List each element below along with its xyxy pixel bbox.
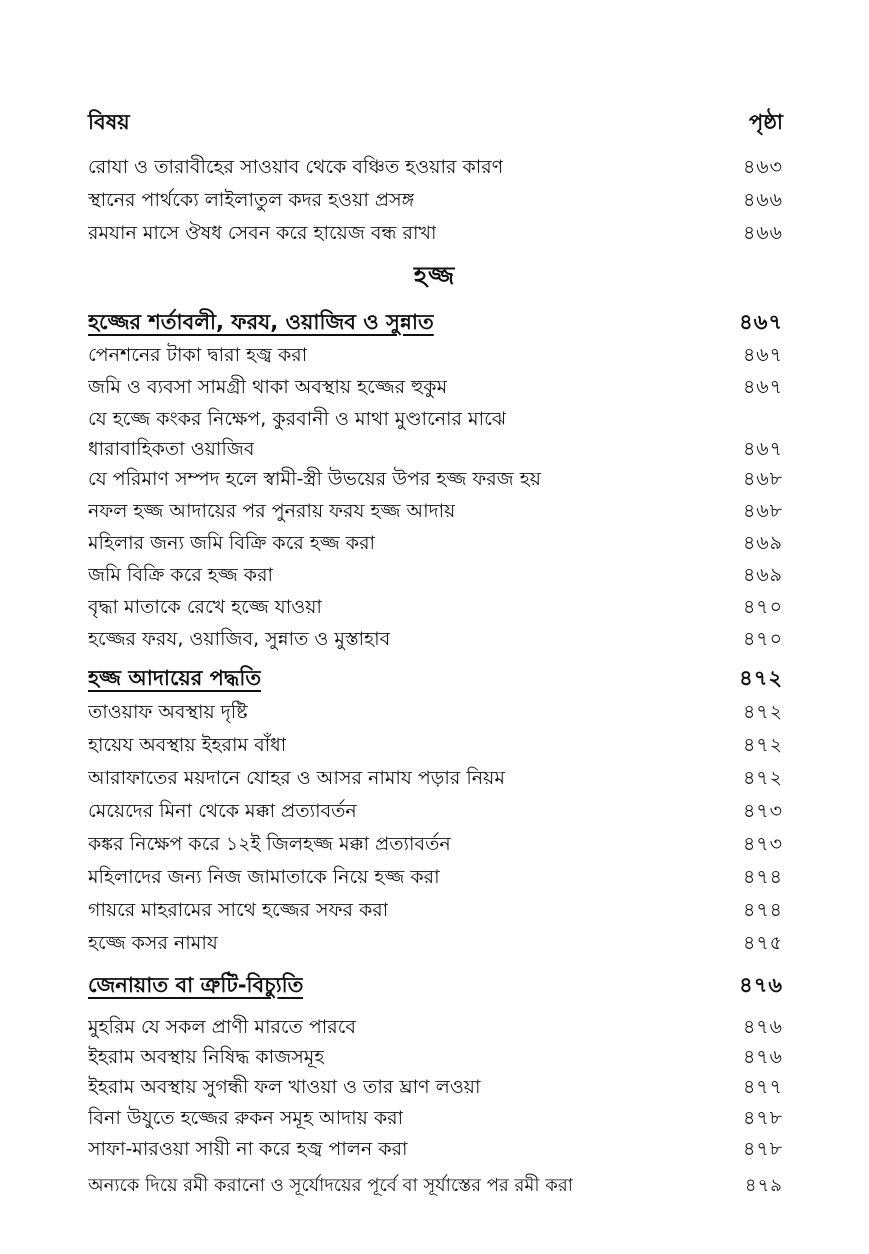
entry-page: ৪৬৭ bbox=[742, 376, 783, 398]
entry-page: ৪৭৯ bbox=[744, 1174, 783, 1196]
toc-entry bbox=[88, 1013, 783, 1045]
entry-title: যে হজ্জে কংকর নিক্ষেপ, কুরবানী ও মাথা মুণ্ডানোর মাঝে bbox=[88, 408, 507, 430]
toc-entry bbox=[88, 465, 783, 497]
toc-header bbox=[88, 106, 783, 141]
entry-page: ৪৬৬ bbox=[742, 189, 783, 211]
entry-title: হজ্জের ফরয, ওয়াজিব, সুন্নাত ও মুস্তাহাব bbox=[88, 628, 391, 650]
entry-title: মহিলার জন্য জমি বিক্রি করে হজ্জ করা bbox=[88, 532, 376, 554]
entry-title: সাফা-মারওয়া সায়ী না করে হজ্ব পালন করা bbox=[88, 1138, 408, 1160]
entry-title: মেয়েদের মিনা থেকে মক্কা প্রত্যাবর্তন bbox=[88, 800, 357, 822]
toc-entry bbox=[88, 561, 783, 593]
toc-entry bbox=[88, 698, 783, 730]
entry-title: মুহরিম যে সকল প্রাণী মারতে পারবে bbox=[88, 1016, 356, 1038]
toc-entry bbox=[88, 1170, 783, 1202]
toc-entry bbox=[88, 153, 783, 185]
toc-entry bbox=[88, 731, 783, 763]
entry-title: বৃদ্ধা মাতাকে রেখে হজ্জে যাওয়া bbox=[88, 596, 322, 618]
toc-entry bbox=[88, 764, 783, 796]
entry-title: পেনশনের টাকা দ্বারা হজ্ব করা bbox=[88, 344, 308, 366]
entry-title: বিনা উযুতে হজ্জের রুকন সমূহ আদায় করা bbox=[88, 1107, 404, 1129]
entry-page: ৪৬৮ bbox=[742, 500, 783, 522]
entry-title: জমি বিক্রি করে হজ্জ করা bbox=[88, 564, 274, 586]
page-column-label: পৃষ্ঠা bbox=[748, 110, 783, 134]
toc-entry bbox=[88, 896, 783, 928]
toc-entry bbox=[88, 797, 783, 829]
entry-page: ৪৭৪ bbox=[742, 899, 783, 921]
entry-title: যে পরিমাণ সম্পদ হলে স্বামী-স্ত্রী উভয়ের উপর হজ্জ ফরজ হয় bbox=[88, 468, 541, 490]
entry-title: হজ্জে কসর নামায bbox=[88, 932, 218, 954]
toc-entry bbox=[88, 593, 783, 625]
entry-page: ৪৬৩ bbox=[742, 156, 783, 178]
toc-entry bbox=[88, 497, 783, 529]
toc-entry bbox=[88, 373, 783, 405]
entry-page: ৪৭৬ bbox=[742, 1046, 783, 1068]
entry-page: ৪৭৩ bbox=[742, 800, 783, 822]
group-heading bbox=[88, 307, 783, 339]
entry-title: রমযান মাসে ঔষধ সেবন করে হায়েজ বন্ধ রাখা bbox=[88, 222, 437, 244]
entry-title: ধারাবাহিকতা ওয়াজিব bbox=[88, 438, 255, 460]
toc-entry bbox=[88, 1043, 783, 1075]
toc-entry bbox=[88, 830, 783, 862]
entry-page: ৪৭২ bbox=[742, 767, 783, 789]
section-title: হজ্জ bbox=[413, 261, 456, 290]
entry-page: ৪৭০ bbox=[742, 628, 783, 650]
entry-page: ৪৭০ bbox=[742, 596, 783, 618]
group-heading-page: ৪৭৬ bbox=[739, 972, 783, 997]
group-heading-title: জেনায়াত বা ত্রুটি-বিচ্যুতি bbox=[88, 972, 304, 997]
entry-title: রোযা ও তারাবীহের সাওয়াব থেকে বঞ্চিত হওয়ার কারণ bbox=[88, 156, 504, 178]
group-heading-title: হজ্জ আদায়ের পদ্ধতি bbox=[88, 665, 262, 690]
toc-entry bbox=[88, 1135, 783, 1167]
toc-entry bbox=[88, 929, 783, 961]
toc-entry bbox=[88, 186, 783, 218]
entry-page: ৪৬৯ bbox=[742, 564, 783, 586]
entry-page: ৪৭৭ bbox=[742, 1076, 783, 1098]
entry-page: ৪৭২ bbox=[742, 734, 783, 756]
entry-page: ৪৬৬ bbox=[742, 222, 783, 244]
entry-page: ৪৭৩ bbox=[742, 833, 783, 855]
group-heading-title: হজ্জের শর্তাবলী, ফরয, ওয়াজিব ও সুন্নাত bbox=[88, 309, 434, 334]
toc-entry bbox=[88, 435, 783, 467]
entry-title: ইহরাম অবস্থায় সুগন্ধী ফল খাওয়া ও তার ঘ্রাণ লওয়া bbox=[88, 1076, 481, 1098]
entry-page: ৪৬৯ bbox=[742, 532, 783, 554]
entry-page: ৪৬৮ bbox=[742, 468, 783, 490]
entry-title: তাওয়াফ অবস্থায় দৃষ্টি bbox=[88, 701, 248, 723]
entry-page: ৪৭৪ bbox=[742, 866, 783, 888]
toc-entry bbox=[88, 1104, 783, 1136]
entry-title: হায়েয অবস্থায় ইহরাম বাঁধা bbox=[88, 734, 287, 756]
entry-page: ৪৭২ bbox=[742, 701, 783, 723]
entry-page: ৪৭৮ bbox=[742, 1107, 783, 1129]
toc-entry bbox=[88, 863, 783, 895]
entry-title: ইহরাম অবস্থায় নিষিদ্ধ কাজসমূহ bbox=[88, 1046, 325, 1068]
group-heading bbox=[88, 663, 783, 695]
group-heading bbox=[88, 970, 783, 1002]
entry-page: ৪৬৭ bbox=[742, 438, 783, 460]
entry-page: ৪৬৭ bbox=[742, 344, 783, 366]
entry-title: স্থানের পার্থক্যে লাইলাতুল কদর হওয়া প্রসঙ্গ bbox=[88, 189, 415, 211]
entry-title: কঙ্কর নিক্ষেপ করে ১২ই জিলহজ্জ মক্কা প্রত্যাবর্তন bbox=[88, 833, 451, 855]
entry-title: জমি ও ব্যবসা সামগ্রী থাকা অবস্থায় হজ্জের হুকুম bbox=[88, 376, 448, 398]
entry-title: গায়রে মাহরামের সাথে হজ্জের সফর করা bbox=[88, 899, 389, 921]
entry-title: মহিলাদের জন্য নিজ জামাতাকে নিয়ে হজ্জ করা bbox=[88, 866, 440, 888]
group-heading-page: ৪৭২ bbox=[739, 665, 783, 690]
toc-entry bbox=[88, 341, 783, 373]
entry-page: ৪৭৫ bbox=[742, 932, 783, 954]
toc-entry bbox=[88, 1073, 783, 1105]
group-heading-page: ৪৬৭ bbox=[739, 309, 783, 334]
toc-entry bbox=[88, 405, 783, 437]
entry-title: নফল হজ্জ আদায়ের পর পুনরায় ফরয হজ্জ আদায় bbox=[88, 500, 456, 522]
subject-column-label: বিষয় bbox=[88, 110, 130, 134]
entry-title: আরাফাতের ময়দানে যোহর ও আসর নামায পড়ার নিয়ম bbox=[88, 767, 505, 789]
toc-entry bbox=[88, 529, 783, 561]
toc-entry bbox=[88, 219, 783, 251]
toc-entry bbox=[88, 625, 783, 657]
entry-page: ৪৭৮ bbox=[742, 1138, 783, 1160]
entry-title: অন্যকে দিয়ে রমী করানো ও সূর্যোদয়ের পূর্বে বা সূর্যাস্তের পর রমী করা bbox=[88, 1174, 574, 1196]
entry-page: ৪৭৬ bbox=[742, 1016, 783, 1038]
